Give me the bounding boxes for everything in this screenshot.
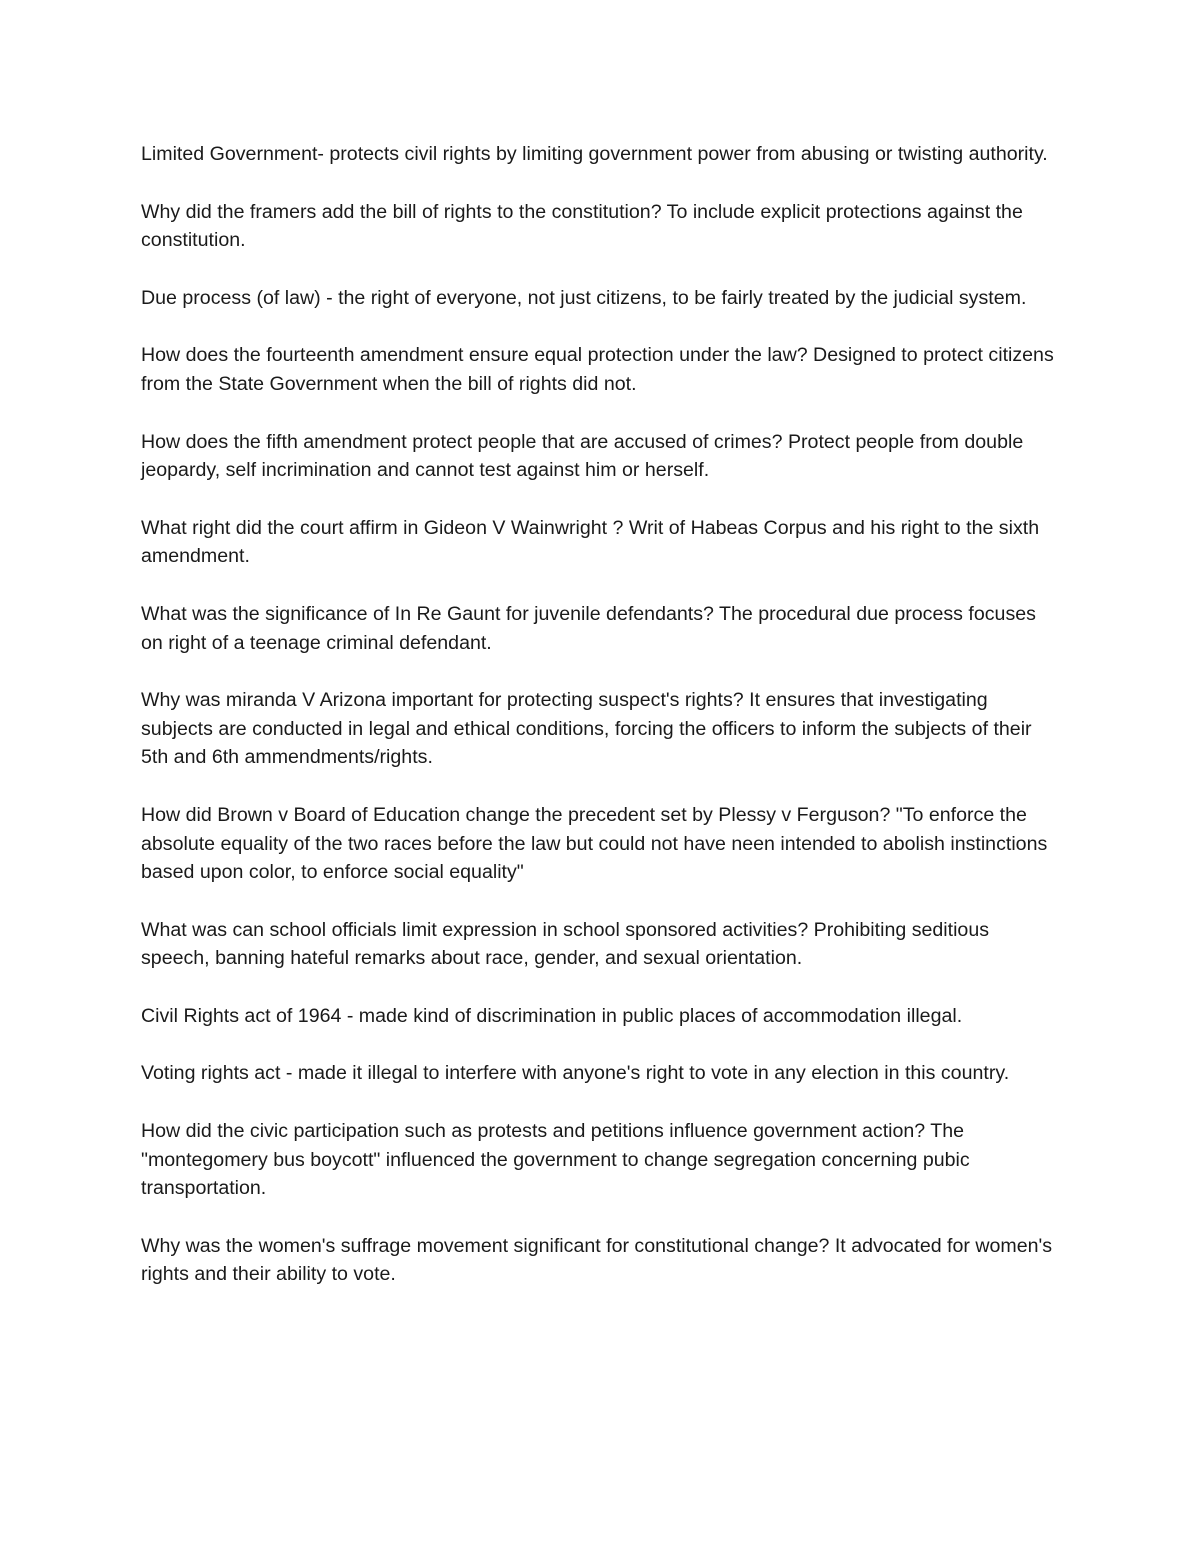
paragraph-fourteenth-amendment: How does the fourteenth amendment ensure equal protection under the law? Designed to protect citizens from the State Government when the bill of rights did not. xyxy=(141,344,1054,395)
paragraph-limited-government: Limited Government- protects civil rights by limiting government power from abusing or twisting authority. xyxy=(141,143,1048,165)
paragraph-in-re-gaunt: What was the significance of In Re Gaunt for juvenile defendants? The procedural due process focuses on right of a teenage criminal defendant. xyxy=(141,602,1036,654)
paragraph-gideon-v-wainwright: What right did the court affirm in Gideon V Wainwright ? Writ of Habeas Corpus and his right to the sixth amendment. xyxy=(141,516,1040,568)
paragraph-womens-suffrage: Why was the women's suffrage movement significant for constitutional change? It advocated for women's rights and their ability to vote. xyxy=(141,1234,1053,1286)
paragraph-bill-of-rights: Why did the framers add the bill of rights to the constitution? To include explicit protections against the constitution. xyxy=(141,200,1023,252)
paragraph-fifth-amendment: How does the fifth amendment protect people that are accused of crimes? Protect people from double jeopardy, self incrimination and cannot test against him or herself. xyxy=(141,430,1024,482)
paragraph-civic-participation: How did the civic participation such as protests and petitions influence government action? The "montegomery bus boycott" influenced the government to change segregation concerning pubic transportation. xyxy=(141,1120,970,1200)
document-body xyxy=(141,140,1061,1318)
paragraph-miranda-v-arizona: Why was miranda V Arizona important for protecting suspect's rights? It ensures that investigating subjects are conducted in legal and ethical conditions, forcing the officers to inform the subjects of their 5th and 6th ammendments/rights. xyxy=(141,689,1032,769)
paragraph-civil-rights-act: Civil Rights act of 1964 - made kind of discrimination in public places of accommodation illegal. xyxy=(141,1004,963,1027)
paragraph-brown-v-board: How did Brown v Board of Education change the precedent set by Plessy v Ferguson? "To enforce the absolute equality of the two races before the law but could not have neen intended to abolish instinctions based upon color, to enforce social equality" xyxy=(141,803,1048,884)
paragraph-due-process: Due process (of law) - the right of everyone, not just citizens, to be fairly treated by the judicial system. xyxy=(141,286,1027,309)
paragraph-voting-rights-act: Voting rights act - made it illegal to interfere with anyone's right to vote in any election in this country. xyxy=(141,1062,1010,1085)
paragraph-school-expression: What was can school officials limit expression in school sponsored activities? Prohibiting seditious speech, banning hateful remarks about race, gender, and sexual orientation. xyxy=(141,918,990,970)
